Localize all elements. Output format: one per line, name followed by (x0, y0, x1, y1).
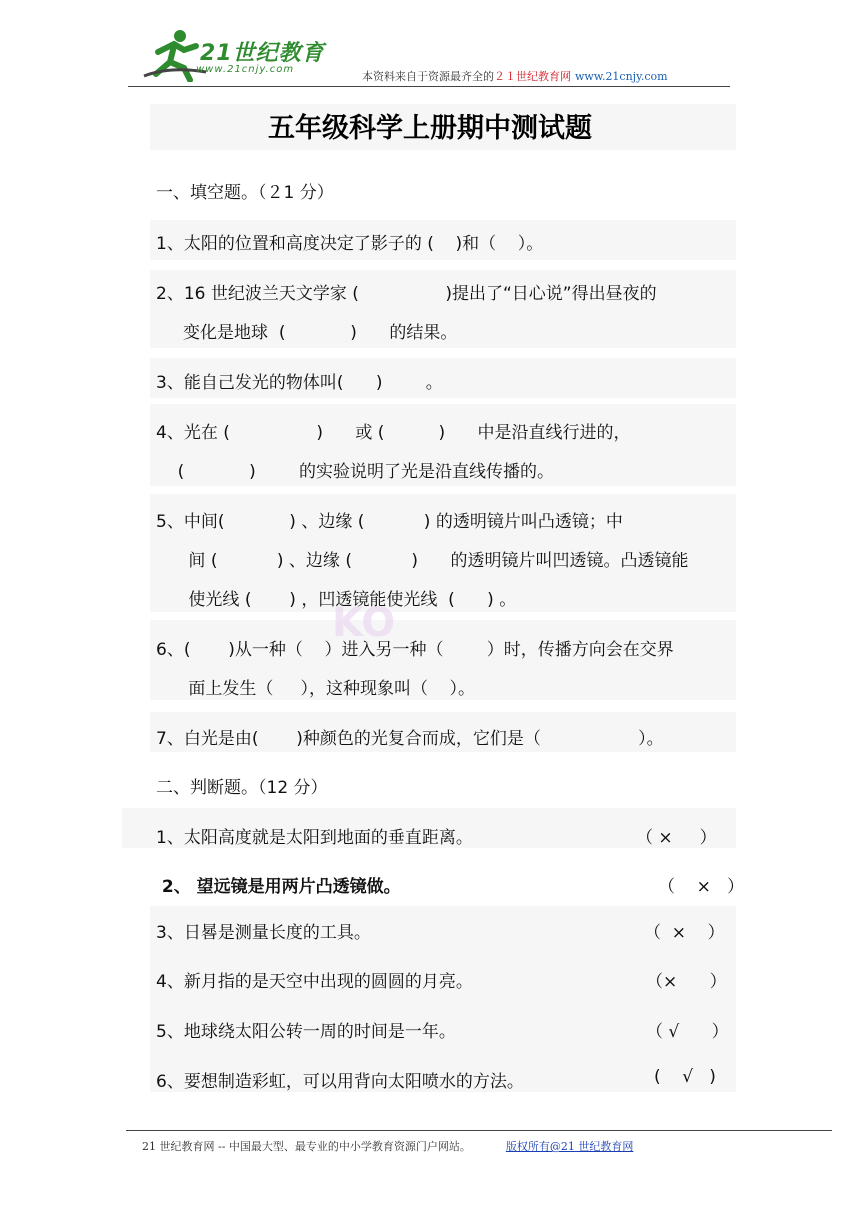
judgment-question: 5、地球绕太阳公转一周的时间是一年。 (156, 1022, 456, 1042)
header-note-site[interactable]: ２１世纪教育网 (494, 70, 571, 83)
judgment-answer: （ × ） (658, 877, 745, 897)
question-line: 5、中间( ) 、边缘 ( ) 的透明镜片叫凸透镜；中 (156, 512, 623, 532)
question-line: 间 ( ) 、边缘 ( ) 的透明镜片叫凹透镜。凸透镜能 (156, 551, 689, 571)
judgment-question: 1、太阳高度就是太阳到地面的垂直距离。 (156, 828, 473, 848)
judgment-answer: （ √ ） (646, 1022, 729, 1042)
footer-divider (126, 1130, 832, 1131)
footer (142, 1138, 633, 1154)
header-note (362, 68, 668, 84)
section-heading-true-false: 二、判断题。（12 分） (156, 778, 328, 798)
logo-text: 21世纪教育 (200, 41, 325, 66)
judgment-answer: （ × ） (644, 923, 725, 943)
question-line: 6、( )从一种（ ）进入另一种（ ）时，传播方向会在交界 (156, 640, 674, 660)
question-line: 使光线 ( ) ，凹透镜能使光线 ( ) 。 (156, 590, 517, 610)
header-note-url[interactable]: www.21cnjy.com (575, 70, 668, 83)
question-line: 变化是地球 ( ) 的结果。 (156, 323, 458, 343)
footer-text: 21 世纪教育网 -- 中国最大型、最专业的中小学教育资源门户网站。 (142, 1140, 471, 1153)
header-divider (128, 86, 730, 87)
question-line: ( ) 的实验说明了光是沿直线传播的。 (156, 462, 554, 482)
logo-url: www.21cnjy.com (196, 64, 295, 75)
header-note-text: 本资料来自于资源最齐全的 (362, 70, 494, 83)
question-line: 面上发生（ ），这种现象叫（ ）。 (156, 679, 476, 699)
watermark: KO (332, 600, 396, 646)
question-line: 4、光在 ( ) 或 ( ) 中是沿直线行进的， (156, 423, 631, 443)
copyright-link[interactable]: 版权所有@21 世纪教育网 (505, 1140, 634, 1153)
judgment-question: 4、新月指的是天空中出现的圆圆的月亮。 (156, 972, 473, 992)
judgment-answer: （× ） (646, 972, 727, 992)
judgment-question: 3、日晷是测量长度的工具。 (156, 923, 371, 943)
question-line: 1、太阳的位置和高度决定了影子的 ( )和（ ）。 (156, 234, 544, 254)
judgment-answer: （ × ） (636, 828, 717, 848)
question-line: 3、能自己发光的物体叫( ) 。 (156, 373, 443, 393)
judgment-question: 2、 望远镜是用两片凸透镜做。 (156, 877, 401, 897)
question-line: 7、白光是由( )种颜色的光复合而成，它们是（ ）。 (156, 729, 664, 749)
judgment-answer: ( √ ) (654, 1067, 716, 1087)
judgment-question: 6、要想制造彩虹，可以用背向太阳喷水的方法。 (156, 1072, 524, 1092)
question-line: 2、16 世纪波兰天文学家 ( )提出了“日心说”得出昼夜的 (156, 284, 657, 304)
page-title: 五年级科学上册期中测试题 (268, 113, 592, 144)
section-heading-fill-blank: 一、填空题。（２1 分） (156, 183, 334, 203)
